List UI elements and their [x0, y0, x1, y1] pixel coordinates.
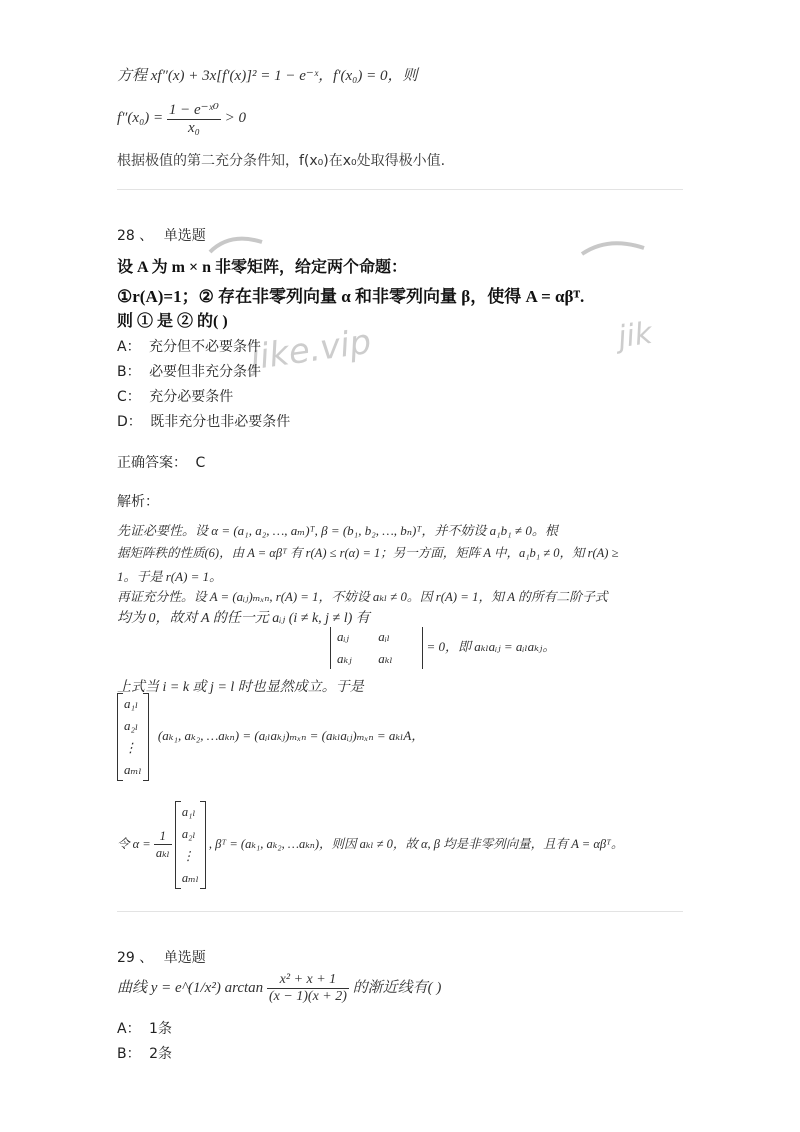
analysis-line3: 1。于是 r(A) = 1。 [117, 569, 223, 584]
let-vec-4: aₘₗ [181, 871, 199, 885]
q28-type: 单选题 [163, 228, 206, 244]
watermark-jike-2: jik [615, 315, 655, 356]
q28-header [117, 226, 206, 246]
column-vector-equation [117, 693, 424, 781]
column-vector [117, 693, 149, 781]
q28-answer-value: C [195, 455, 206, 471]
let-vec-2: a₂ₗ [181, 827, 196, 841]
prev-equation-line: 方程 xf″(x) + 3x[f′(x)]² = 1 − e⁻ˣ，f′(x₀) = 0，则 [117, 68, 418, 84]
watermark-swoosh-1 [206, 232, 266, 256]
divider-2 [117, 911, 683, 912]
q28-option-c[interactable] [117, 387, 233, 407]
analysis-line2: 据矩阵秩的性质(6)，由 A = αβᵀ 有 r(A) ≤ r(α) = 1；另一方面，矩阵 A 中，a₁b₁ ≠ 0，知 r(A) ≥ [117, 546, 619, 560]
let-den: aₖₗ [155, 846, 170, 860]
q28-option-a-text: 充分但不必要条件 [149, 339, 262, 355]
divider-1 [117, 189, 683, 190]
q29-number: 29 、 [117, 950, 154, 966]
let-fraction [154, 829, 172, 861]
q28-option-d-text: 既非充分也非必要条件 [150, 414, 291, 430]
col-vec-4: aₘₗ [124, 762, 142, 777]
determinant [330, 627, 423, 669]
q28-option-d-label: D： [117, 414, 142, 430]
prev-fraction-equation [117, 100, 246, 137]
let-rest: , βᵀ = (aₖ₁, aₖ₂, …aₖₙ)，则因 aₖₗ ≠ 0，故 α, β 均是非零列向量，且有 A = αβᵀ。 [208, 836, 624, 851]
analysis-line6: 上式当 i = k 或 j = l 时也显然成立。于是 [117, 680, 364, 695]
q28-option-d[interactable] [117, 412, 290, 432]
q28-answer [117, 453, 205, 473]
q29-stem-fraction [267, 972, 349, 1005]
q28-option-c-label: C： [117, 389, 141, 405]
q28-option-a-label: A： [117, 339, 141, 355]
q29-option-b-text: 2条 [149, 1046, 172, 1062]
q29-option-a-text: 1条 [149, 1021, 172, 1037]
q29-stem-den: (x − 1)(x + 2) [268, 989, 347, 1004]
let-vec-3: ⋮ [181, 849, 195, 863]
prev-eq2-fraction [167, 100, 221, 137]
q29-type: 单选题 [163, 950, 206, 966]
let-vec-1: a₁ₗ [181, 805, 196, 819]
prev-eq2-lhs: f″(x₀) = [117, 109, 164, 126]
q28-option-b-label: B： [117, 364, 141, 380]
watermark-jike-1: jike.vip [247, 321, 374, 379]
det-cell-ij: aᵢⱼ [337, 629, 349, 644]
det-rhs: = 0，即 aₖₗaᵢⱼ = aᵢₗaₖⱼ。 [426, 638, 556, 654]
analysis-line1: 先证必要性。设 α = (a₁, a₂, …, aₘ)ᵀ, β = (b₁, b₂, …, bₙ)ᵀ，并不妨设 a₁b₁ ≠ 0。根 [117, 523, 558, 538]
q28-analysis-label: 解析： [117, 494, 159, 510]
q28-stem-line1: 设 A 为 m × n 非零矩阵，给定两个命题： [117, 259, 408, 276]
prev-eq2-num: 1 − e⁻ˣ⁰ [168, 102, 219, 118]
q29-option-b[interactable] [117, 1044, 172, 1064]
let-num: 1 [154, 829, 172, 845]
det-row-2 [337, 651, 416, 667]
col-vec-1: a₁ₗ [124, 696, 139, 711]
determinant-equation [330, 627, 555, 669]
let-alpha-equation [117, 801, 624, 889]
prev-eq2-rhs: > 0 [224, 109, 246, 126]
col-vec-2: a₂ₗ [124, 718, 139, 733]
q28-option-b-text: 必要但非充分条件 [149, 364, 262, 380]
q28-answer-label: 正确答案： [117, 455, 187, 471]
q29-stem-num: x² + x + 1 [267, 972, 349, 989]
q28-stem-line3: 则 ① 是 ② 的( ) [117, 313, 228, 330]
det-cell-il: aᵢₗ [378, 629, 390, 644]
prev-eq2-den: x₀ [187, 120, 200, 136]
q28-option-b[interactable] [117, 362, 261, 382]
q28-option-c-text: 充分必要条件 [149, 389, 234, 405]
q29-option-a-label: A： [117, 1021, 141, 1037]
q29-stem-prefix: 曲线 y = e^(1/x²) arctan [117, 979, 264, 996]
col-vec-3: ⋮ [124, 740, 137, 755]
q28-option-a[interactable] [117, 337, 261, 357]
eq-rest: (aₖ₁, aₖ₂, …aₖₙ) = (aᵢₗaₖⱼ)ₘₓₙ = (aₖₗaᵢⱼ)ₘₓₙ = aₖₗA， [157, 727, 425, 743]
let-prefix: 令 α = [117, 836, 151, 851]
q29-option-a[interactable] [117, 1019, 172, 1039]
det-cell-kj: aₖⱼ [337, 651, 352, 666]
q28-stem-line2: ①r(A)=1；② 存在非零列向量 α 和非零列向量 β，使得 A = αβᵀ. [117, 287, 585, 306]
det-cell-kl: aₖₗ [378, 651, 393, 666]
analysis-line4: 再证充分性。设 A = (aᵢⱼ)ₘₓₙ, r(A) = 1，不妨设 aₖₗ ≠ 0。因 r(A) = 1，知 A 的所有二阶子式 [117, 590, 608, 604]
q28-number: 28 、 [117, 228, 154, 244]
watermark-swoosh-2 [578, 236, 648, 260]
q29-stem [117, 972, 441, 1005]
analysis-line5: 均为 0，故对 A 的任一元 aᵢⱼ (i ≠ k, j ≠ l) 有 [117, 611, 370, 626]
q29-header [117, 948, 206, 968]
q29-stem-suffix: 的渐近线有( ) [352, 979, 442, 996]
q29-option-b-label: B： [117, 1046, 141, 1062]
prev-conclusion: 根据极值的第二充分条件知，f(x₀)在x₀处取得极小值. [117, 153, 446, 169]
let-vector [175, 801, 206, 889]
det-row-1 [337, 629, 416, 645]
